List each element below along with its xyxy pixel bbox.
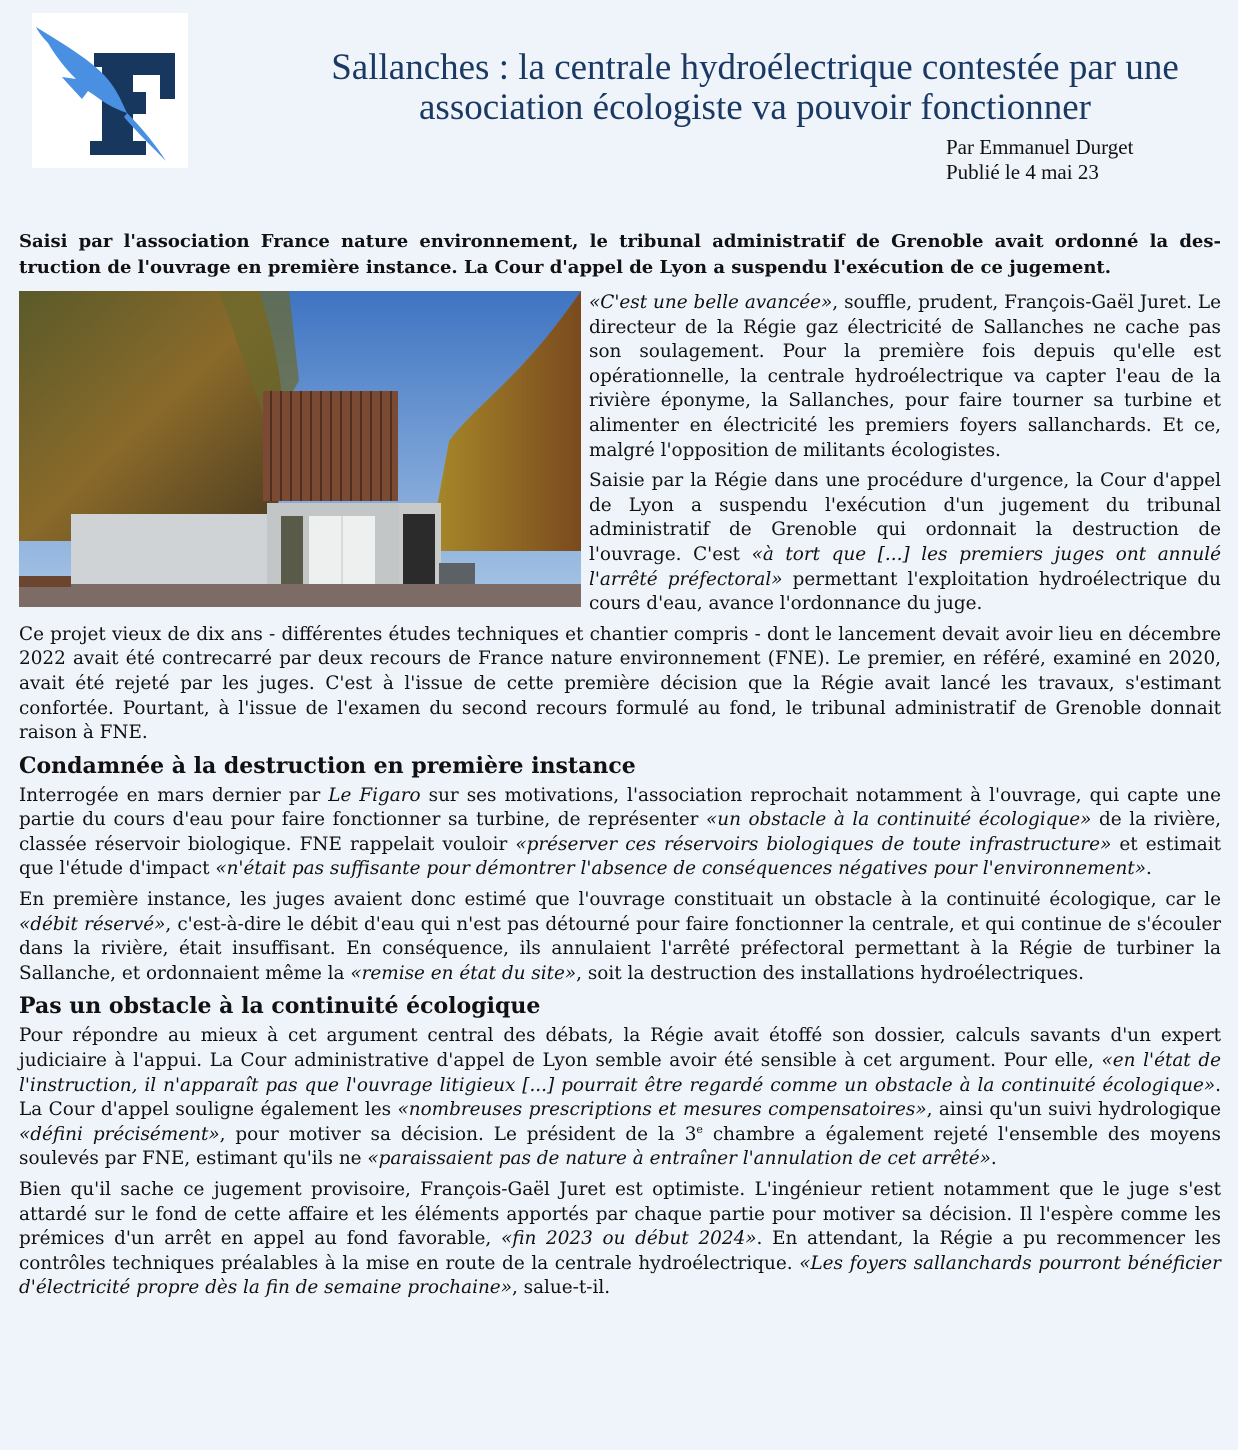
text: Interrogée en mars dernier par <box>19 784 329 806</box>
article-title: Sallanches : la centrale hydroélectrique contestée par une association écologiste va pouvoir fonctionner <box>331 47 1179 128</box>
quote: «en l'état de l'instruction, il n'apparaît pas que l'ouvrage litigieux [...] pourrait être regardé comme un obstacle à la continuité écologique» <box>19 1050 1221 1096</box>
text: . <box>990 1148 997 1170</box>
quote: «préserver ces réservoirs biologiques de toute infrastructure» <box>515 833 1112 855</box>
section-heading-1: Condamnée à la destruction en première instance <box>19 752 636 779</box>
logo-graphic <box>32 13 188 168</box>
text: permettant l'exploitation hydroélectrique du cours d'eau, avance l'ordonnance du juge. <box>589 568 1221 615</box>
paragraph-7 <box>19 1178 1221 1301</box>
article-body <box>19 229 1221 1307</box>
byline <box>946 135 1133 185</box>
text: sur ses motivations, l'association reprochait notamment à l'ouvrage, qui capte une partie du cours d'eau pour faire fonctionner sa turbine, de représenter <box>19 784 1222 831</box>
text: et estimait que l'étude d'impact <box>19 833 1222 880</box>
paragraph-4 <box>19 784 1221 882</box>
text: , salue-t-il. <box>511 1277 611 1299</box>
text: Bien qu'il sache ce jugement provisoire, François-Gaël Juret est optimiste. L'ingénieur retient notamment que le juge s'est attardé sur le fond de cette affaire et les éléments apportés par chaque partie pour motiver sa décision. Il l'espère comme les prémices d'un arrêt en appel au fond favorable, <box>19 1179 1221 1250</box>
quote: «remise en état du site» <box>350 962 577 984</box>
le-figaro-logo-icon <box>32 13 188 168</box>
quote: «n'était pas suffisante pour démontrer l'absence de conséquences négatives pour l'environnement» <box>215 858 1146 880</box>
publish-date: Publié le 4 mai 23 <box>946 160 1099 184</box>
paragraph-3: Ce projet vieux de dix ans - différentes études techniques et chantier compris - dont le lancement devait avoir lieu en décembre 2022 avait été contrecarré par deux recours de France nature environnement (FNE). Le premier, en référé, examiné en 2020, avait été rejeté par les juges. C'est à l'issue de cette première décision que la Régie avait lancé les travaux, s'estimant confortée. Pourtant, à l'issue de l'examen du second recours formulé au fond, le tribunal administratif de Grenoble donnait raison à FNE. <box>19 623 1221 744</box>
text: En première instance, les juges avaient donc estimé que l'ouvrage constituait un obstacle à la continuité écologique, car le <box>19 889 1221 911</box>
paragraph-5 <box>19 888 1221 986</box>
text: Pour répondre au mieux à cet argument central des débats, la Régie avait étoffé son dossier, calculs savants d'un expert judiciaire à l'appui. La Cour administrative d'appel de Lyon semble avoir été sensible à cet argument. Pour elle, <box>19 1025 1221 1072</box>
quote: «débit réservé» <box>19 913 166 935</box>
text: . <box>1145 858 1152 880</box>
text: , c'est-à-dire le débit d'eau qui n'est pas détourné pour faire fonctionner la centrale, et qui continue de s'écouler dans la rivière, était insuffisant. En conséquence, ils annulaient l'arrêté préfectoral permettant à la Régie de turbiner la Sallanche, et ordonnaient même la <box>19 913 1221 984</box>
article-header <box>0 0 1238 225</box>
text: chambre a également rejeté l'ensemble des moyens soulevés par FNE, estimant qu'ils ne <box>19 1123 1221 1170</box>
section-heading-2: Pas un obstacle à la continuité écologique <box>19 993 541 1020</box>
quote: «fin 2023 ou début 2024» <box>500 1228 757 1250</box>
quote: «défini précisément» <box>19 1123 220 1145</box>
text: , ainsi qu'un suivi hydrologique <box>926 1099 1221 1121</box>
quote: «paraissaient pas de nature à entraîner l'annulation de cet arrêté» <box>367 1148 991 1170</box>
article-lede: Saisi par l'association France nature environnement, le tribunal administratif de Grenoble avait ordonné la destruction de l'ouvrage en première instance. La Cour d'appel de Lyon a suspendu l'exécution de ce jugement. <box>19 231 1221 278</box>
quote: «à tort que [...] les premiers juges ont annulé l'arrêté préfectoral» <box>589 543 1221 590</box>
text: . En attendant, la Régie a pu recommencer les contrôles techniques préalables à la mise en route de la centrale hydroélectrique. <box>19 1228 1221 1274</box>
text: , soit la destruction des installations hydroélectriques. <box>576 962 1084 984</box>
text: Saisie par la Régie dans une procédure d'urgence, la Cour d'appel de Lyon a suspendu l'exécution d'un jugement du tribunal administratif de Grenoble qui ordonnait la destruction de l'ouvrage. C'est <box>589 470 1221 565</box>
quote: «Les foyers sallanchards pourront bénéficier d'électricité propre dès la fin de semaine prochaine» <box>19 1252 1221 1299</box>
ordinal-suffix: e <box>696 1122 703 1136</box>
hydro-plant-photo <box>19 291 581 607</box>
publication-name: Le Figaro <box>328 784 421 806</box>
text: , pour motiver sa décision. Le président de la 3 <box>219 1123 697 1145</box>
quote: «un obstacle à la continuité écologique» <box>706 809 1092 831</box>
quote: «nombreuses prescriptions et mesures compensatoires» <box>397 1099 927 1121</box>
author: Par Emmanuel Durget <box>946 135 1134 159</box>
text: , souffle, prudent, François-Gaël Juret. Le directeur de la Régie gaz électricité de Sallanches ne cache pas son soulagement. Pour la première fois depuis qu'elle est opérationnelle, la centrale hydroélectrique va capter l'eau de la rivière éponyme, la Sallanches, pour faire tourner sa turbine et alimenter en électricité les premiers foyers sallanchards. Et ce, malgré l'opposition de militants écologistes. <box>589 292 1221 461</box>
paragraph-6 <box>19 1024 1221 1172</box>
article-photo <box>19 291 581 607</box>
quote: «C'est une belle avancée» <box>589 292 833 313</box>
text: . La Cour d'appel souligne également les <box>19 1074 1221 1121</box>
text: de la rivière, classée réservoir biologique. FNE rappelait vouloir <box>19 809 1222 855</box>
